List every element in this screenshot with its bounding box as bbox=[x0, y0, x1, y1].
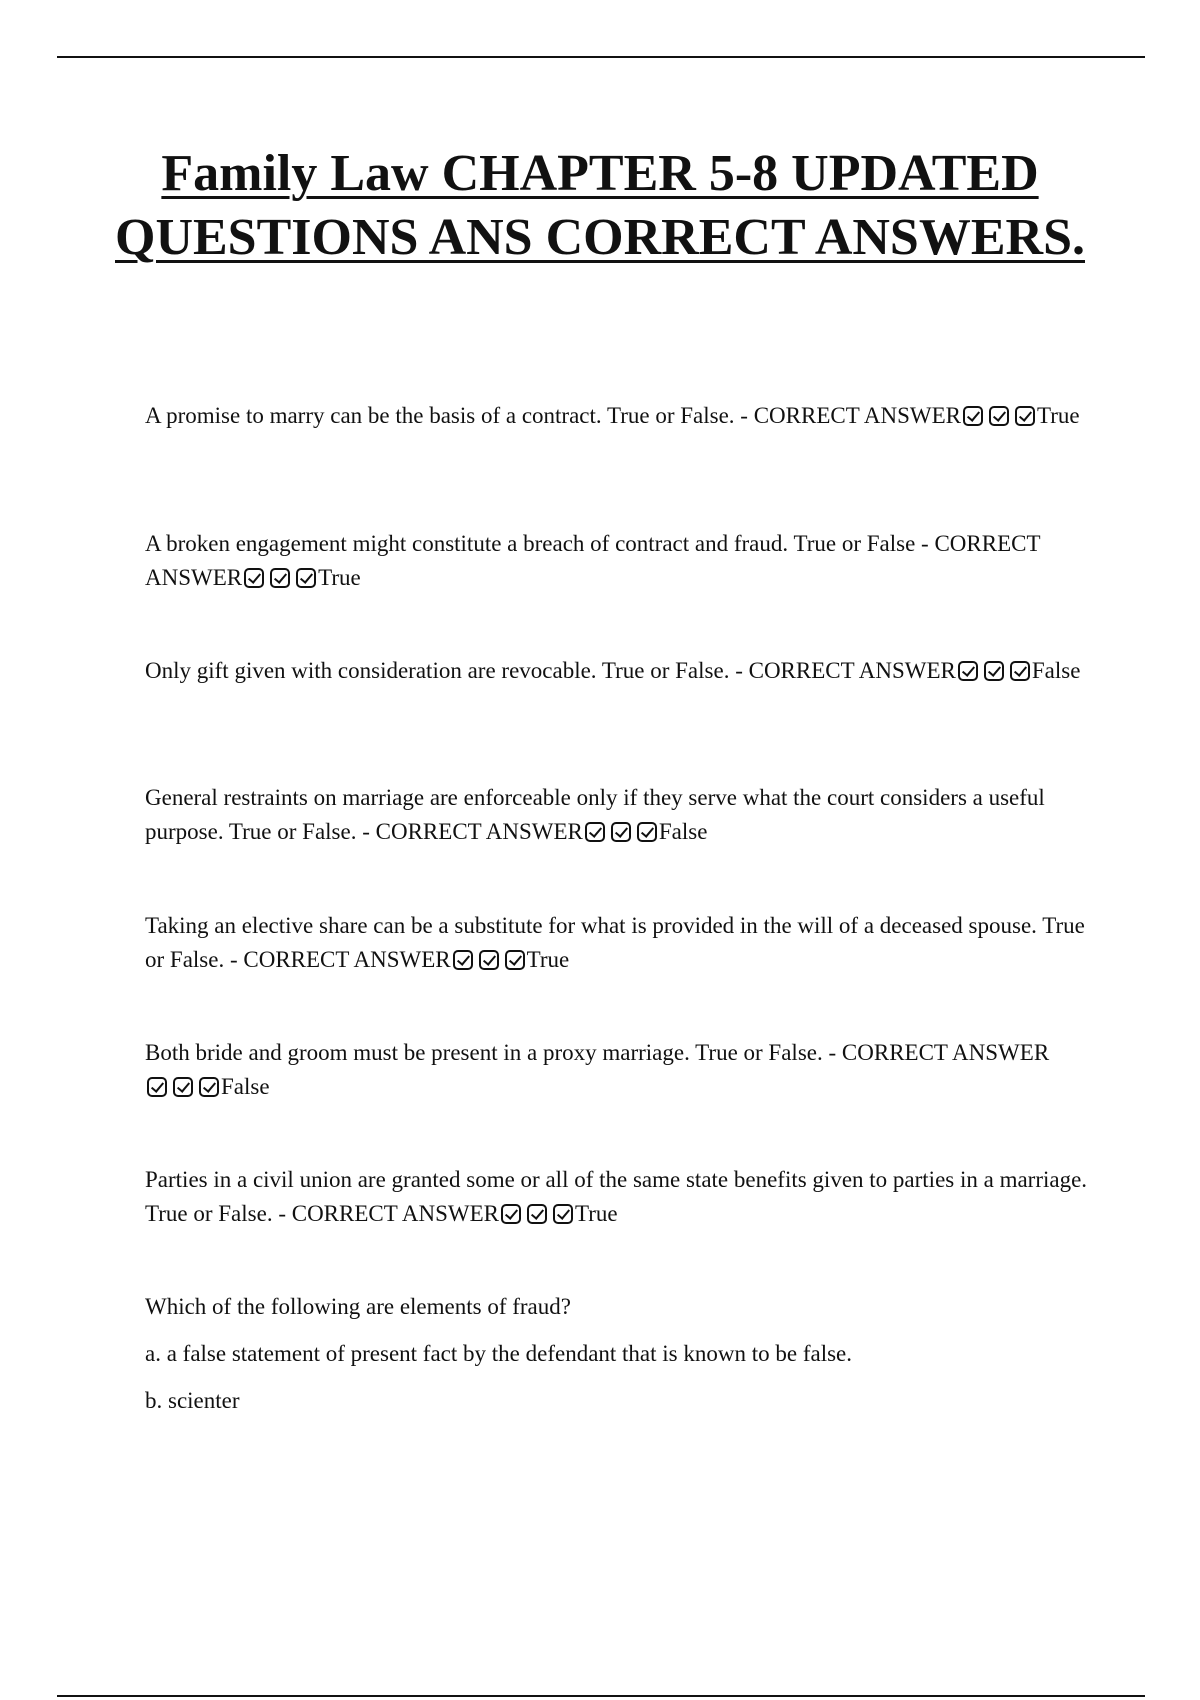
question-3-checks bbox=[956, 658, 1081, 683]
checkbox-icon bbox=[296, 568, 316, 588]
question-5-answer: True bbox=[526, 947, 570, 972]
bottom-rule bbox=[57, 1695, 1145, 1697]
question-5-checks bbox=[451, 947, 570, 972]
question-2-prompt: A broken engagement might constitute a breach of contract and fraud. True or False - bbox=[145, 531, 935, 556]
question-2-marker: CORRECT ANSWER bbox=[145, 531, 1041, 590]
question-7-marker: CORRECT ANSWER bbox=[291, 1201, 499, 1226]
question-5-marker: CORRECT ANSWER bbox=[243, 947, 451, 972]
checkbox-icon bbox=[147, 1077, 167, 1097]
document-title-text: Family Law CHAPTER 5-8 UPDATED QUESTIONS ANS CORRECT ANSWERS. bbox=[115, 145, 1085, 266]
checkbox-icon bbox=[173, 1077, 193, 1097]
question-6-prompt: Both bride and groom must be present in a proxy marriage. True or False. - bbox=[145, 1040, 842, 1065]
question-6-answer: False bbox=[221, 1074, 270, 1099]
top-rule bbox=[57, 56, 1145, 58]
question-6 bbox=[145, 1036, 1095, 1104]
question-3 bbox=[145, 654, 1095, 688]
multiple-choice-question bbox=[145, 1290, 1095, 1431]
question-6-checks bbox=[145, 1074, 270, 1099]
question-7-checks bbox=[499, 1201, 618, 1226]
checkbox-icon bbox=[244, 568, 264, 588]
multiple-choice-option-b: b. scienter bbox=[145, 1388, 240, 1413]
checkbox-icon bbox=[501, 1204, 521, 1224]
question-4-prompt: General restraints on marriage are enforceable only if they serve what the court considers a useful purpose. True or False. - bbox=[145, 785, 1045, 844]
checkbox-icon bbox=[453, 950, 473, 970]
multiple-choice-prompt: Which of the following are elements of fraud? bbox=[145, 1294, 571, 1319]
question-4-marker: CORRECT ANSWER bbox=[375, 819, 583, 844]
checkbox-icon bbox=[958, 661, 978, 681]
checkbox-icon bbox=[585, 822, 605, 842]
question-3-prompt: Only gift given with consideration are revocable. True or False. - bbox=[145, 658, 749, 683]
question-1 bbox=[145, 399, 1095, 433]
checkbox-icon bbox=[984, 661, 1004, 681]
question-1-checks bbox=[961, 403, 1080, 428]
checkbox-icon bbox=[479, 950, 499, 970]
question-4-checks bbox=[583, 819, 708, 844]
question-7-answer: True bbox=[574, 1201, 618, 1226]
question-5 bbox=[145, 909, 1095, 977]
checkbox-icon bbox=[1015, 406, 1035, 426]
checkbox-icon bbox=[1010, 661, 1030, 681]
question-3-answer: False bbox=[1031, 658, 1081, 683]
question-1-answer: True bbox=[1036, 403, 1080, 428]
checkbox-icon bbox=[637, 822, 657, 842]
checkbox-icon bbox=[527, 1204, 547, 1224]
question-4 bbox=[145, 781, 1095, 849]
checkbox-icon bbox=[270, 568, 290, 588]
question-1-prompt: A promise to marry can be the basis of a contract. True or False. - bbox=[145, 403, 754, 428]
checkbox-icon bbox=[553, 1204, 573, 1224]
checkbox-icon bbox=[505, 950, 525, 970]
checkbox-icon bbox=[199, 1077, 219, 1097]
question-4-answer: False bbox=[658, 819, 708, 844]
question-6-marker: CORRECT ANSWER bbox=[841, 1040, 1050, 1065]
question-2-checks bbox=[242, 565, 361, 590]
document-title bbox=[100, 142, 1100, 270]
question-2-answer: True bbox=[318, 565, 361, 590]
question-7-prompt: Parties in a civil union are granted some or all of the same state benefits given to parties in a marriage. True or False. - bbox=[145, 1167, 1088, 1226]
checkbox-icon bbox=[611, 822, 631, 842]
checkbox-icon bbox=[989, 406, 1009, 426]
question-1-marker: CORRECT ANSWER bbox=[753, 403, 961, 428]
question-2 bbox=[145, 527, 1095, 595]
multiple-choice-option-a: a. a false statement of present fact by the defendant that is known to be false. bbox=[145, 1341, 852, 1366]
question-5-prompt: Taking an elective share can be a substitute for what is provided in the will of a deceased spouse. True or False. - bbox=[145, 913, 1085, 972]
checkbox-icon bbox=[963, 406, 983, 426]
question-3-marker: CORRECT ANSWER bbox=[748, 658, 956, 683]
question-7 bbox=[145, 1163, 1095, 1231]
